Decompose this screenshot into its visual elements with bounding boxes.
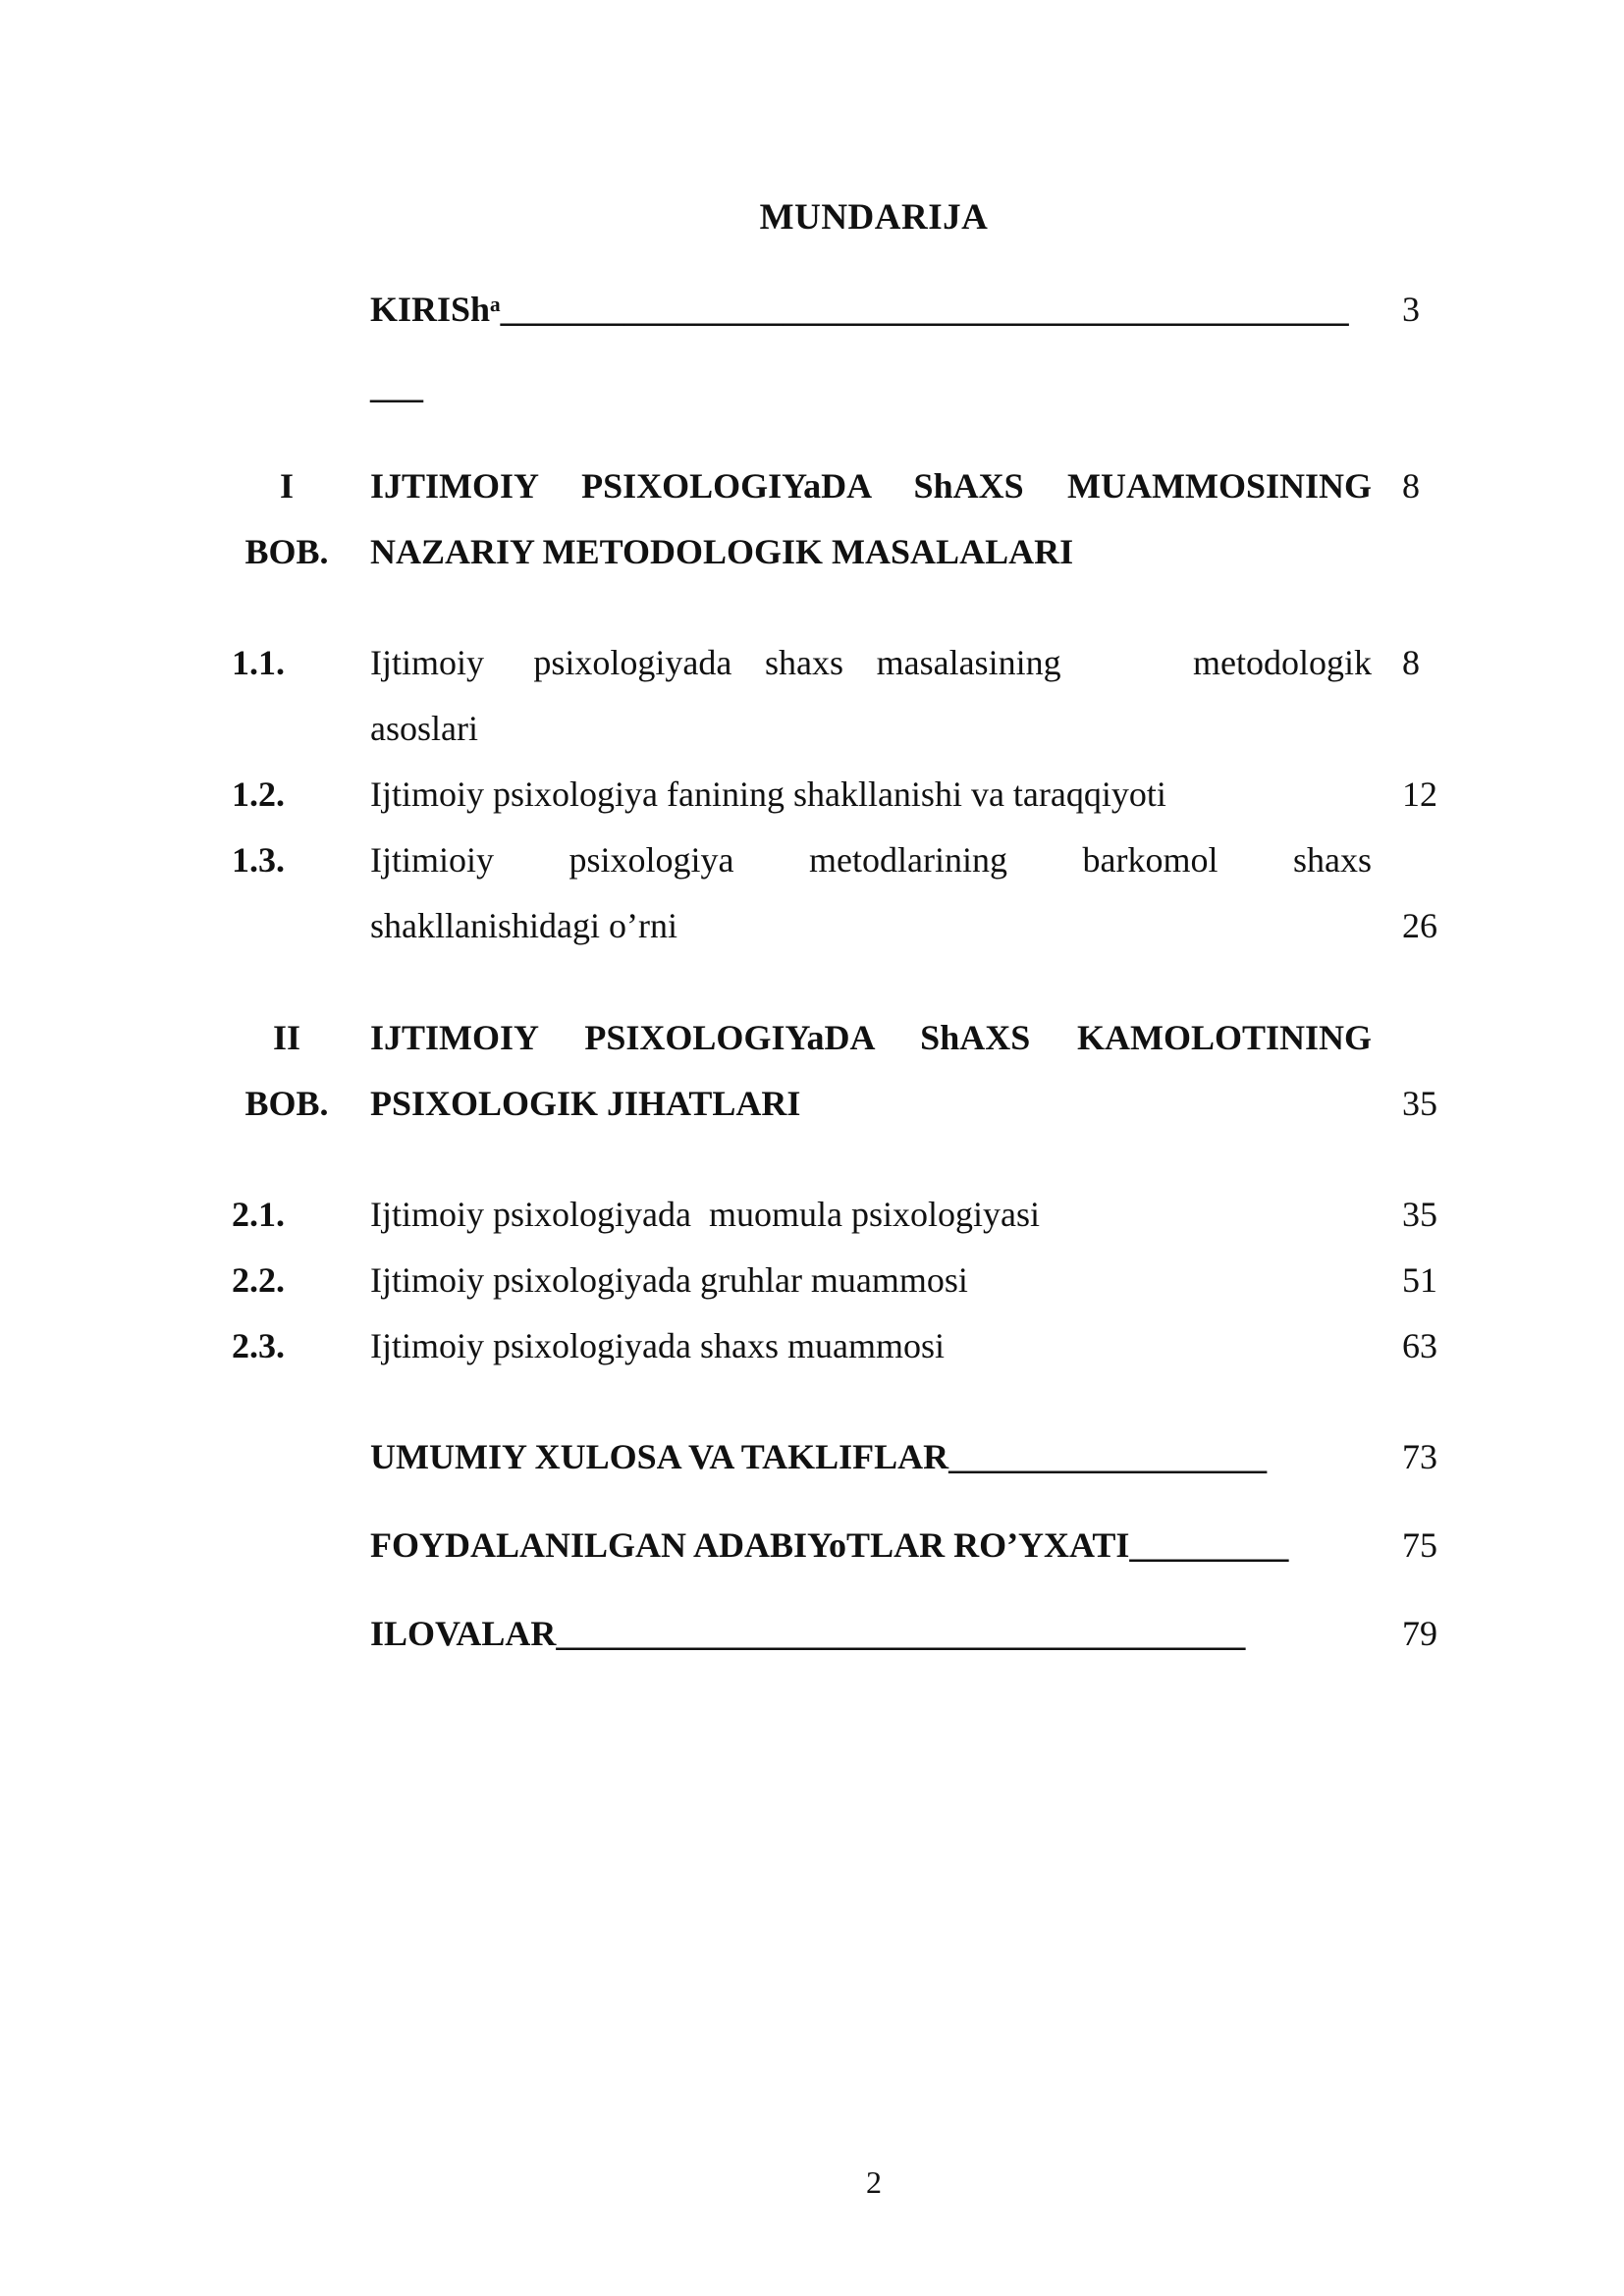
toc-page-number: 12 [1402,774,1437,814]
section-title-line-2: asoslari [370,709,478,748]
toc-page-number: 35 [1402,1195,1437,1234]
toc-page-number: 63 [1402,1326,1437,1365]
toc-entry-label: ILOVALAR_______________________________________ [370,1614,1246,1653]
chapter-title-line-1: IJTIMOIY PSIXOLOGIYaDA ShAXS MUAMMOSINING [370,466,1372,506]
section-number: 1.1. [232,643,285,682]
page-title: MUNDARIJA [759,197,989,238]
toc-page-number: 79 [1402,1614,1437,1653]
toc-entry-label: KIRIShͣ________________________________________________ [370,290,1349,329]
chapter-number: II [272,1018,301,1057]
toc-page-number: 51 [1402,1260,1437,1300]
section-number: 1.2. [232,774,285,814]
chapter-number: I [279,466,294,506]
toc-page-number: 3 [1402,290,1420,329]
section-number: 2.1. [232,1195,285,1234]
toc-entry-label-tail: ___ [370,366,423,405]
section-title-line-1: Ijtimoiy psixologiyada shaxs muammosi [370,1326,945,1365]
chapter-bob-label: BOB. [244,532,329,571]
toc-page-number: 35 [1402,1084,1437,1123]
toc-page-number: 26 [1402,906,1437,945]
page-footer-number: 2 [866,2164,882,2200]
toc-page-number: 8 [1402,643,1420,682]
section-number: 2.2. [232,1260,285,1300]
chapter-title-line-2: NAZARIY METODOLOGIK MASALALARI [370,532,1074,571]
toc-page-number: 75 [1402,1525,1437,1565]
section-number: 2.3. [232,1326,285,1365]
section-title-line-1: Ijtimoiy psixologiyada muomula psixologiyasi [370,1195,1040,1234]
chapter-bob-label: BOB. [244,1084,329,1123]
toc-entry-label: FOYDALANILGAN ADABIYoTLAR RO’YXATI_________ [370,1525,1289,1565]
toc-entry-label: UMUMIY XULOSA VA TAKLIFLAR__________________ [370,1437,1268,1476]
section-number: 1.3. [232,840,285,880]
toc-page-number: 8 [1402,466,1420,506]
chapter-title-line-2: PSIXOLOGIK JIHATLARI [370,1084,801,1123]
section-title-line-1: Ijtimioiy psixologiya metodlarining barkomol shaxs [370,840,1372,880]
toc-page-number: 73 [1402,1437,1437,1476]
section-title-line-1: Ijtimoiy psixologiyada shaxs masalasining metodologik [370,643,1372,682]
section-title-line-1: Ijtimoiy psixologiyada gruhlar muammosi [370,1260,968,1300]
section-title-line-1: Ijtimoiy psixologiya fanining shakllanishi va taraqqiyoti [370,774,1166,814]
section-title-line-2: shakllanishidagi o’rni [370,906,677,945]
chapter-title-line-1: IJTIMOIY PSIXOLOGIYaDA ShAXS KAMOLOTINING [370,1018,1372,1057]
